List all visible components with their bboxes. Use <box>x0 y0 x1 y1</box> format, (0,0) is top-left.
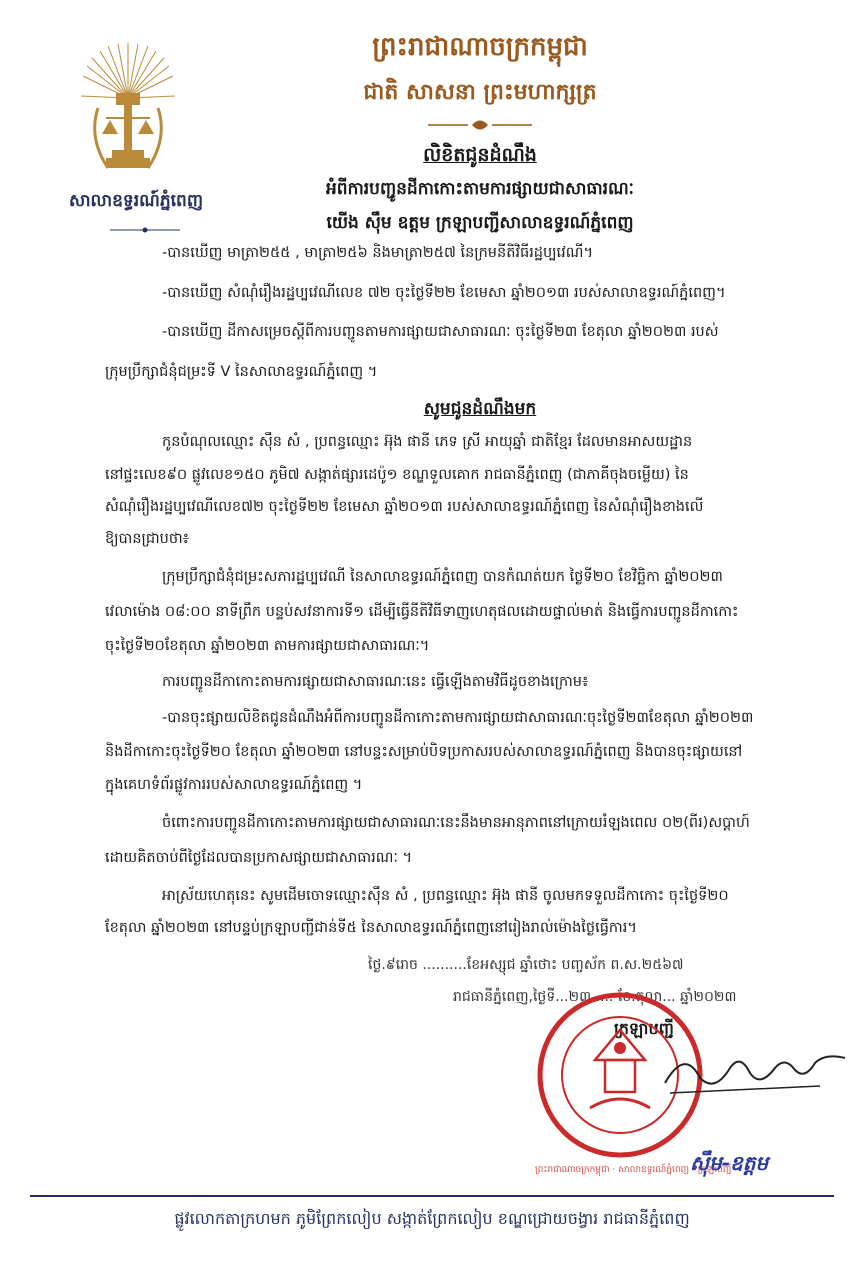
signer-name: ស៊ឹម-ឧត្តម <box>690 1151 769 1175</box>
footer-address: ផ្លូវលោកតាក្រហមក ភូមិព្រែកលៀប សង្កាត់ព្រែកលៀប ខណ្ឌជ្រោយចង្វារ រាជធានីភ្នំពេញ <box>174 1209 690 1228</box>
body-line: ក្នុងគេហទំព័រផ្លូវការរបស់សាលាឧទ្ធរណ៍ភ្នំពេញ ។ <box>105 777 363 793</box>
kingdom-title: ព្រះរាជាណាចក្រកម្ពុជា <box>372 32 588 62</box>
body-line: -បានចុះផ្សាយលិខិតជូនដំណឹងអំពីការបញ្ជូនដីកាកោះតាមការផ្សាយជាសាធារណៈចុះថ្ងៃទី២៣ខែតុលា ឆ្នាំ២០២៣ <box>162 710 754 726</box>
consideration-line: ក្រុមប្រឹក្សាជំនុំជម្រះទី V នៃសាលាឧទ្ធរណ៍ភ្នំពេញ ។ <box>105 364 378 380</box>
footer-divider <box>30 1195 834 1197</box>
body-line: ការបញ្ជូនដីកាកោះតាមការផ្សាយជាសាធារណៈនេះ ធ្វើឡើងតាមវិធីដូចខាងក្រោម៖ <box>162 674 589 690</box>
body-line: អាស្រ័យហេតុនេះ សូមដើមចោទឈ្មោះស៊ឹន សំ , ប្រពន្ធឈ្មោះ អ៊ុង ផានី ចូលមកទទួលដីកាកោះ ចុះថ្ងៃទី២០ <box>162 888 729 904</box>
section-heading: សូមជូនដំណឹងមក <box>423 399 537 419</box>
lunar-date: ថ្ងៃ.៩រោច ..........ខែអស្សុជ ឆ្នាំថោះ បញ្ចស័ក ព.ស.២៥៦៧ <box>368 957 684 973</box>
consideration-line: -បានឃើញ សំណុំរឿងរដ្ឋប្បវេណីលេខ ៧២ ចុះថ្ងៃទី២២ ខែមេសា ឆ្នាំ២០១៣ របស់សាលាឧទ្ធរណ៍ភ្នំពេញ។ <box>162 285 726 301</box>
national-motto: ជាតិ សាសនា ព្រះមហាក្សត្រ <box>363 80 597 105</box>
document-title: លិខិតជូនដំណឹង <box>423 144 537 166</box>
court-name: សាលាឧទ្ធរណ៍ភ្នំពេញ <box>68 191 204 211</box>
body-line: ដោយគិតចាប់ពីថ្ងៃដែលបានប្រកាសផ្សាយជាសាធារណៈ ។ <box>105 850 413 866</box>
document-author: យើង ស៊ឹម ឧត្តម ក្រឡាបញ្ជីសាលាឧទ្ធរណ៍ភ្នំពេញ <box>326 213 634 233</box>
body-line: នៅផ្ទះលេខ៩០ ផ្លូវលេខ១៥០ ភូមិ៧ សង្កាត់ផ្សារដេប៉ូ១ ខណ្ឌទួលគោក រាជធានីភ្នំពេញ (ជាភាគីចុងចម្លើយ) នៃ <box>105 467 689 483</box>
body-line: ចុះថ្ងៃទី២០ខែតុលា ឆ្នាំ២០២៣ តាមការផ្សាយជាសាធារណៈ។ <box>105 638 430 654</box>
body-line: ឱ្យបានជ្រាបថា៖ <box>105 531 190 547</box>
body-line: និងដីកាកោះចុះថ្ងៃទី២០ ខែតុលា ឆ្នាំ២០២៣ នៅបន្ទះសម្រាប់បិទប្រកាសរបស់សាលាឧទ្ធរណ៍ភ្នំពេញ និងបានចុះផ្សាយនៅ <box>105 744 743 760</box>
handwritten-signature-icon <box>660 1038 850 1098</box>
ornament-icon <box>110 226 180 234</box>
body-line: ចំពោះការបញ្ជូនដីកាកោះតាមការផ្សាយជាសាធារណៈនេះនឹងមានអានុភាពនៅក្រោយរំឡងពេល ០២(ពីរ)សប្តាហ៍ <box>162 815 750 831</box>
ornament-icon <box>428 118 532 132</box>
consideration-line: -បានឃើញ ដីកាសម្រេចស្តីពីការបញ្ជូនតាមការផ្សាយជាសាធារណៈ ចុះថ្ងៃទី២៣ ខែតុលា ឆ្នាំ២០២៣ របស់ <box>162 324 719 340</box>
seal-text: ព្រះរាជាណាចក្រកម្ពុជា · សាលាឧទ្ធរណ៍ភ្នំពេញ · ក្រឡាបញ្ជី <box>535 1165 732 1175</box>
body-line: ក្រុមប្រឹក្សាជំនុំជម្រះសភារដ្ឋប្បវេណី នៃសាលាឧទ្ធរណ៍ភ្នំពេញ បានកំណត់យក ថ្ងៃទី២០ ខែវិច្ឆិកា ឆ្នាំ២០២៣ <box>162 569 723 585</box>
signatory-title: ក្រឡាបញ្ជី <box>614 1019 674 1038</box>
body-line: សំណុំរឿងរដ្ឋប្បវេណីលេខ៧២ ចុះថ្ងៃទី២២ ខែមេសា ឆ្នាំ២០១៣ របស់សាលាឧទ្ធរណ៍ភ្នំពេញ នៃសំណុំរឿងខាងលើ <box>105 499 704 515</box>
document-subject: អំពីការបញ្ជូនដីកាកោះតាមការផ្សាយជាសាធារណៈ <box>325 179 634 199</box>
body-line: វេលាម៉ោង ០៨:០០ នាទីព្រឹក បន្ទប់សវនាការទី១ ដើម្បីធ្វើនីតិវិធីទាញហេតុផលដោយផ្ទាល់មាត់ និងធ្វើការបញ្ជូនដីកាកោះ <box>105 604 739 620</box>
consideration-line: -បានឃើញ មាត្រា២៥៥ , មាត្រា២៥៦ និងមាត្រា២៥៧ នៃក្រមនីតិវិធីរដ្ឋប្បវេណី។ <box>162 245 593 261</box>
solar-date: រាជធានីភ្នំពេញ,ថ្ងៃទី...២៣..... ខែ.តុលា... ឆ្នាំ២០២៣ <box>453 989 737 1005</box>
body-line: កូនបំណុលឈ្មោះ ស៊ឹន សំ , ប្រពន្ធឈ្មោះ អ៊ុង ផានី ភេទ ស្រី អាយុឆ្នាំ ជាតិខ្មែរ ដែលមានអាសយដ្ឋាន <box>162 434 693 450</box>
body-line: ខែតុលា ឆ្នាំ២០២៣ នៅបន្ទប់ក្រឡាបញ្ជីជាន់ទី៥ នៃសាលាឧទ្ធរណ៍ភ្នំពេញនៅរៀងរាល់ម៉ោងថ្ងៃធ្វើការ។ <box>105 920 637 936</box>
court-emblem-icon <box>78 38 178 188</box>
